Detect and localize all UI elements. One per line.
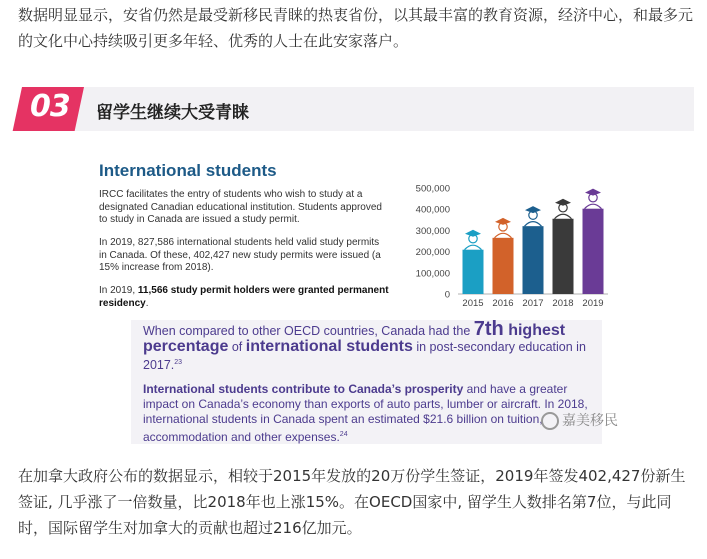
- x-tick-label: 2017: [522, 298, 544, 309]
- y-tick-label: 400,000: [415, 204, 450, 216]
- graduate-cap-icon: [555, 199, 571, 206]
- infographic-paragraph-1: IRCC facilitates the entry of students who wish to study at a designated Canadian educational institution. Students approved to study in Canada are issued a study permit.: [99, 189, 382, 225]
- bar: [463, 250, 484, 294]
- study-permits-chart: [400, 174, 610, 314]
- graduate-cap-icon: [585, 189, 601, 196]
- wechat-icon: [541, 412, 559, 430]
- graduate-shoulders-icon: [495, 233, 512, 238]
- x-tick-label: 2015: [462, 298, 484, 309]
- y-tick-label: 500,000: [415, 183, 450, 195]
- y-tick-label: 200,000: [415, 247, 450, 259]
- graduate-shoulders-icon: [585, 204, 602, 209]
- section-banner: [22, 87, 694, 131]
- x-tick-label: 2016: [492, 298, 514, 309]
- prosperity-callout: International students contribute to Canada’s prosperity and have a greater impact on Canada’s economy than exports of auto parts, lumber or aircraft. In 2018, international students in Canada spent an estimated $21.6 billion on tuition, accommodation and other expenses.$^{24}$: [143, 382, 588, 444]
- graduate-shoulders-icon: [555, 214, 572, 219]
- section-number: 03: [30, 89, 70, 124]
- section-title: 留学生继续大受青睐: [96, 103, 249, 123]
- graduate-cap-icon: [525, 206, 541, 213]
- bar: [523, 226, 544, 294]
- graduate-shoulders-icon: [525, 222, 542, 227]
- bar: [553, 219, 574, 294]
- pr-highlight: 11,566 study permit holders were granted permanent residency: [99, 285, 389, 309]
- watermark: 嘉美移民: [541, 410, 618, 430]
- infographic-paragraph-3: In 2019, 11,566 study permit holders were granted permanent residency.: [99, 285, 389, 309]
- outro-paragraph: 在加拿大政府公布的数据显示，相较于2015年发放的20万份学生签证，2019年签发402,427份新生签证, 几乎涨了一倍数量，比2018年也上涨15%。在OECD国家中, 留学生人数排名第7位，与此同时，国际留学生对加拿大的贡献也超过216亿加元。: [18, 467, 686, 537]
- oecd-callout: When compared to other OECD countries, Canada had the 7th highest percentage of international students in post-secondary education in 2017.23: [143, 318, 586, 373]
- x-tick-label: 2019: [582, 298, 604, 309]
- bar: [583, 209, 604, 294]
- bar: [493, 238, 514, 294]
- infographic-title: International students: [99, 161, 277, 180]
- graduate-cap-icon: [465, 230, 481, 237]
- y-tick-label: 300,000: [415, 225, 450, 237]
- x-tick-label: 2018: [552, 298, 574, 309]
- graduate-cap-icon: [495, 218, 511, 225]
- intro-paragraph: 数据明显显示，安省仍然是最受新移民青睐的热衷省份，以其最丰富的教育资源，经济中心，和最多元的文化中心持续吸引更多年轻、优秀的人士在此安家落户。: [18, 6, 694, 50]
- y-tick-label: 0: [444, 289, 450, 301]
- y-tick-label: 100,000: [415, 268, 450, 280]
- graduate-shoulders-icon: [465, 245, 482, 250]
- infographic-paragraph-2: In 2019, 827,586 international students held valid study permits in Canada. Of these, 402,427 new study permits were issued (a 15% increase from 2018).: [99, 237, 381, 273]
